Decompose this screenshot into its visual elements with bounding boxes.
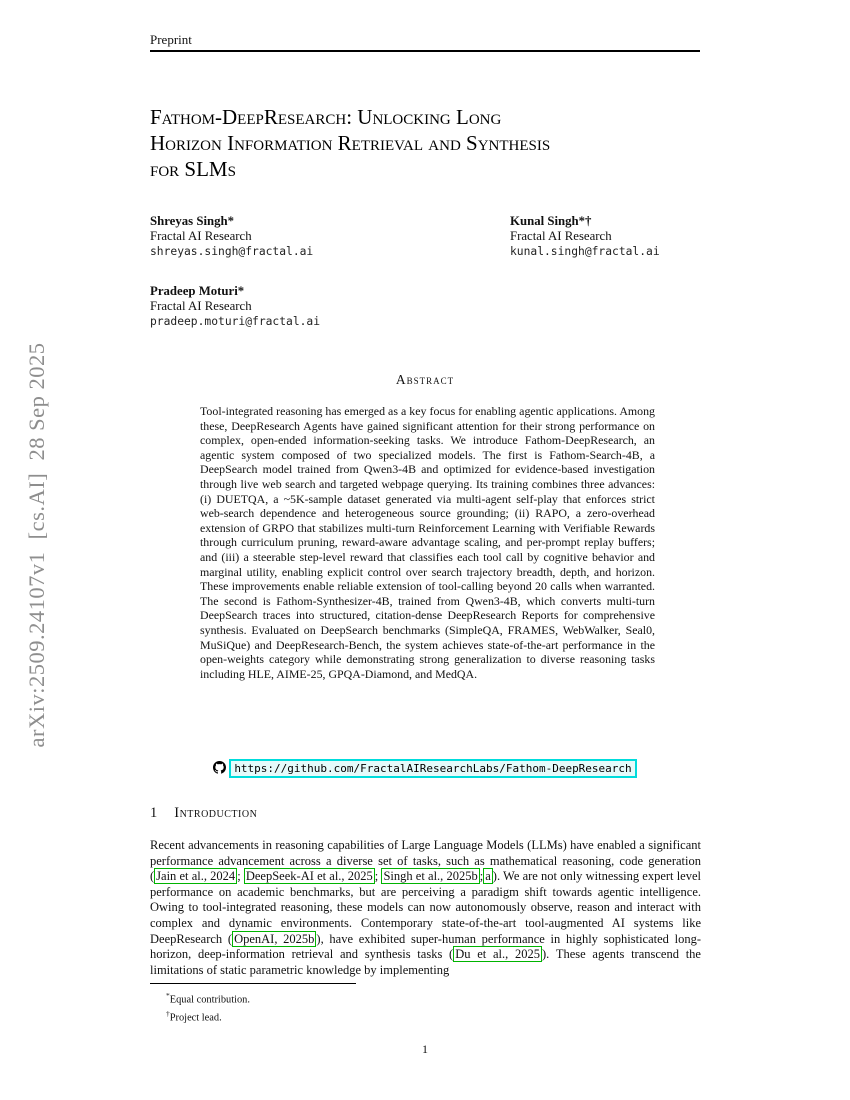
arxiv-watermark: arXiv:2509.24107v1 [cs.AI] 28 Sep 2025 — [24, 342, 49, 748]
author-name: Pradeep Moturi* — [150, 284, 245, 298]
citation-link[interactable]: Jain et al., 2024 — [156, 869, 236, 884]
author-name: Shreyas Singh* — [150, 214, 235, 228]
author-affiliation: Fractal AI Research — [510, 229, 612, 243]
footnote — [150, 1007, 700, 1025]
citation-link[interactable]: Singh et al., 2025b — [383, 869, 478, 884]
repo-link[interactable]: https://github.com/FractalAIResearchLabs/Fathom-DeepResearch — [229, 759, 636, 778]
abstract-heading: Abstract — [395, 372, 455, 387]
author-block — [150, 284, 480, 330]
paper-title — [150, 104, 735, 182]
footnote-marker: * — [166, 991, 170, 1000]
preprint-label: Preprint — [150, 32, 192, 47]
footnote-marker: † — [166, 1008, 170, 1018]
author-block — [510, 214, 840, 260]
author-affiliation: Fractal AI Research — [150, 299, 252, 313]
section-heading — [150, 805, 257, 822]
section-number: 1 — [150, 805, 158, 821]
author-name: Kunal Singh*† — [510, 214, 592, 228]
title-line: Horizon Information Retrieval and Synthesis — [150, 131, 551, 155]
header-rule — [150, 50, 700, 52]
footnote — [150, 989, 700, 1007]
abstract-text: Tool-integrated reasoning has emerged as a key focus for enabling agentic applications. Among these, DeepResearch Agents have gained significant attention for their strong performance on complex, open-ended information-seeking tasks. We introduce Fathom-DeepResearch, an agentic system composed of two specialized models. The first is Fathom-Search-4B, a DeepSearch model trained from Qwen3-4B and optimized for evidence-based investigation through live web search and targeted webpage querying. Its training combines three advances: (i) DUETQA, a ~5K-sample dataset generated via multi-agent self-play that enforces strict web-search dependence and heterogeneous source grounding; (ii) RAPO, a zero-overhead extension of GRPO that stabilizes multi-turn Reinforcement Learning with Verifiable Rewards through curriculum pruning, reward-aware advantage scaling, and per-prompt replay buffers; and (iii) a steerable step-level reward that classifies each tool call by cognitive behavior and marginal utility, enabling explicit control over search trajectory breadth, depth, and horizon. These improvements enable reliable extension of tool-calling beyond 20 calls when warranted. The second is Fathom-Synthesizer-4B, trained from Qwen3-4B, which converts multi-turn DeepSearch traces into structured, citation-dense DeepResearch Reports for comprehensive synthesis. Evaluated on DeepSearch benchmarks (SimpleQA, FRAMES, WebWalker, Seal0, MuSiQue) and DeepResearch-Bench, the system achieves state-of-the-art performance in the open-weights category while demonstrating strong generalization to diverse reasoning tasks including HLE, AIME-25, GPQA-Diamond, and MedQA. — [200, 404, 655, 681]
citation-link[interactable]: OpenAI, 2025b — [234, 931, 315, 946]
author-block — [150, 214, 480, 260]
footnote-text: Project lead. — [169, 1012, 222, 1024]
repo-line — [150, 759, 700, 779]
page-number: 1 — [422, 1042, 428, 1056]
intro-paragraph: Recent advancements in reasoning capabilities of Large Language Models (LLMs) have enabled a significant performance advancement across a diverse set of tasks, such as mathematical reasoning, code generation ( Jain et al., 2024 ; DeepSeek-AI et al., 2025 ; Singh et al., 2025b ; a ). We are not only witnessing expert level performance on academic benchmarks, but are perceiving a paradigm shift towards agentic intelligence. Owing to tool-integrated reasoning, these models can now autonomously observe, reason and interact with complex and dynamic environments. Contemporary state-of-the-art tool-augmented AI systems like DeepResearch ( OpenAI, 2025b ), have exhibited super-human performance in highly sophisticated long-horizon, deep-information retrieval and synthesis tasks ( Du et al., 2025 ). These agents transcend the limitations of static parametric knowledge by implementing — [150, 838, 702, 977]
github-icon — [213, 761, 226, 779]
author-email: pradeep.moturi@fractal.ai — [150, 315, 321, 328]
citation-link[interactable]: Du et al., 2025 — [455, 947, 541, 962]
footnotes — [150, 989, 700, 1025]
footnote-rule — [150, 983, 356, 984]
title-line: for SLMs — [150, 157, 236, 181]
citation-link[interactable]: DeepSeek-AI et al., 2025 — [245, 869, 373, 884]
citation-link[interactable]: a — [485, 869, 491, 884]
footnote-text: Equal contribution. — [169, 994, 250, 1006]
section-title: Introduction — [174, 805, 258, 821]
title-line: Fathom-DeepResearch: Unlocking Long — [150, 105, 502, 129]
author-affiliation: Fractal AI Research — [150, 229, 252, 243]
author-email: kunal.singh@fractal.ai — [510, 245, 660, 258]
author-email: shreyas.singh@fractal.ai — [150, 245, 314, 258]
